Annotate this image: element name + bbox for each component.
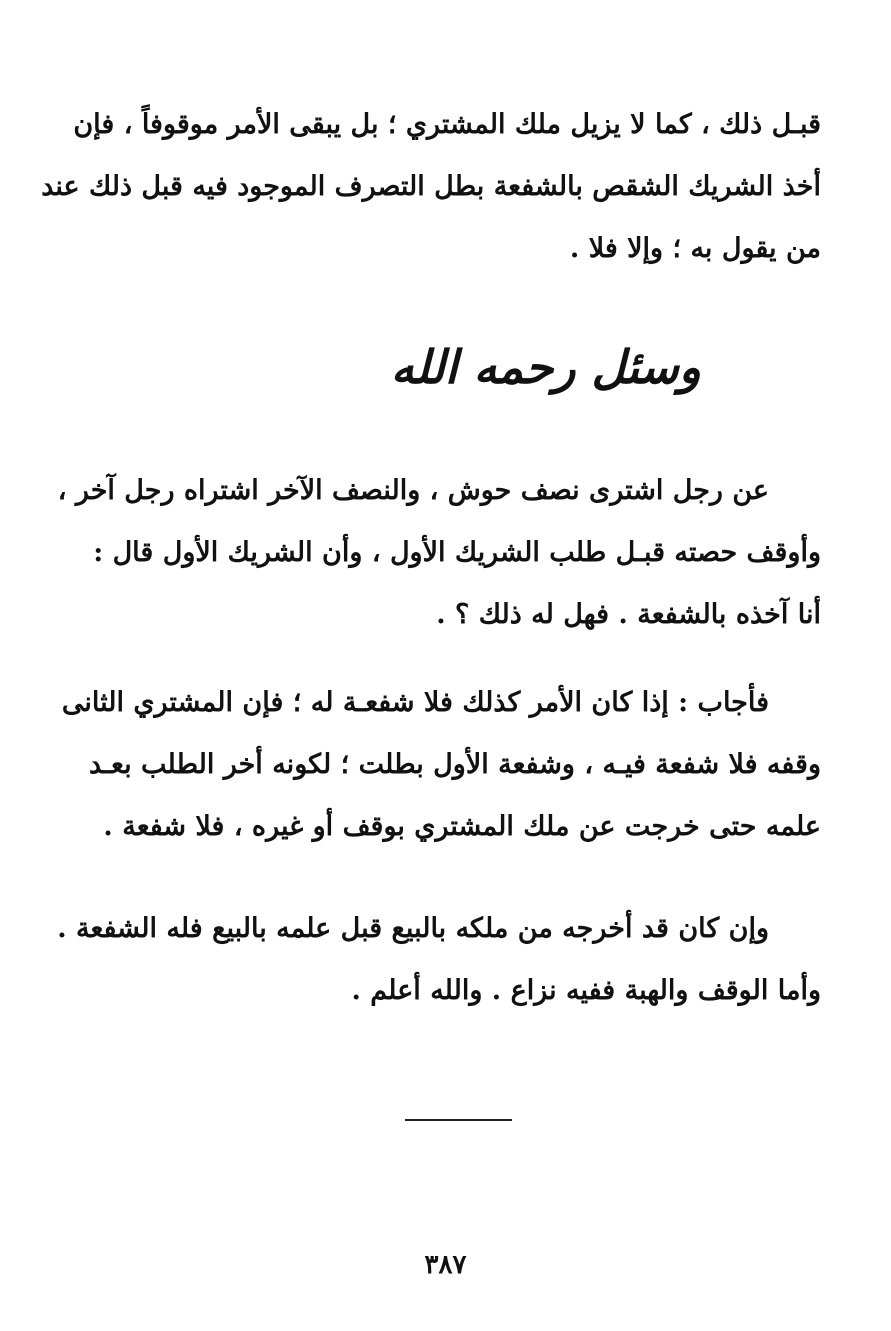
text-line: وأوقف حصته قبـل طلب الشريك الأول ، وأن الشريك الأول قال : (93, 537, 821, 568)
text-line: فأجاب : إذا كان الأمر كذلك فلا شفعـة له ؛ فإن المشتري الثانى (61, 687, 769, 718)
text-line: علمه حتى خرجت عن ملك المشتري بوقف أو غيره ، فلا شفعة . (103, 811, 821, 842)
answer-paragraph (61, 672, 821, 858)
paragraph-continuation (41, 94, 821, 280)
text-line: أنا آخذه بالشفعة . فهل له ذلك ؟ . (436, 599, 821, 630)
text-line: قبـل ذلك ، كما لا يزيل ملك المشتري ؛ بل يبقى الأمر موقوفاً ، فإن (73, 109, 821, 140)
text-line: وأما الوقف والهبة ففيه نزاع . والله أعلم . (351, 975, 821, 1006)
text-line: من يقول به ؛ وإلا فلا . (569, 233, 821, 264)
text-line: عن رجل اشترى نصف حوش ، والنصف الآخر اشتراه رجل آخر ، (57, 475, 769, 506)
closing-paragraph (57, 898, 821, 1022)
section-heading: وسئل رحمه الله (390, 340, 701, 394)
text-line: وقفه فلا شفعة فيـه ، وشفعة الأول بطلت ؛ لكونه أخر الطلب بعـد (88, 749, 821, 780)
text-line: وإن كان قد أخرجه من ملكه بالبيع قبل علمه بالبيع فله الشفعة . (57, 913, 769, 944)
page-number: ٣٨٧ (424, 1250, 467, 1280)
text-line: أخذ الشريك الشقص بالشفعة بطل التصرف الموجود فيه قبل ذلك عند (41, 171, 821, 202)
section-divider (405, 1119, 512, 1121)
question-paragraph (57, 460, 821, 646)
